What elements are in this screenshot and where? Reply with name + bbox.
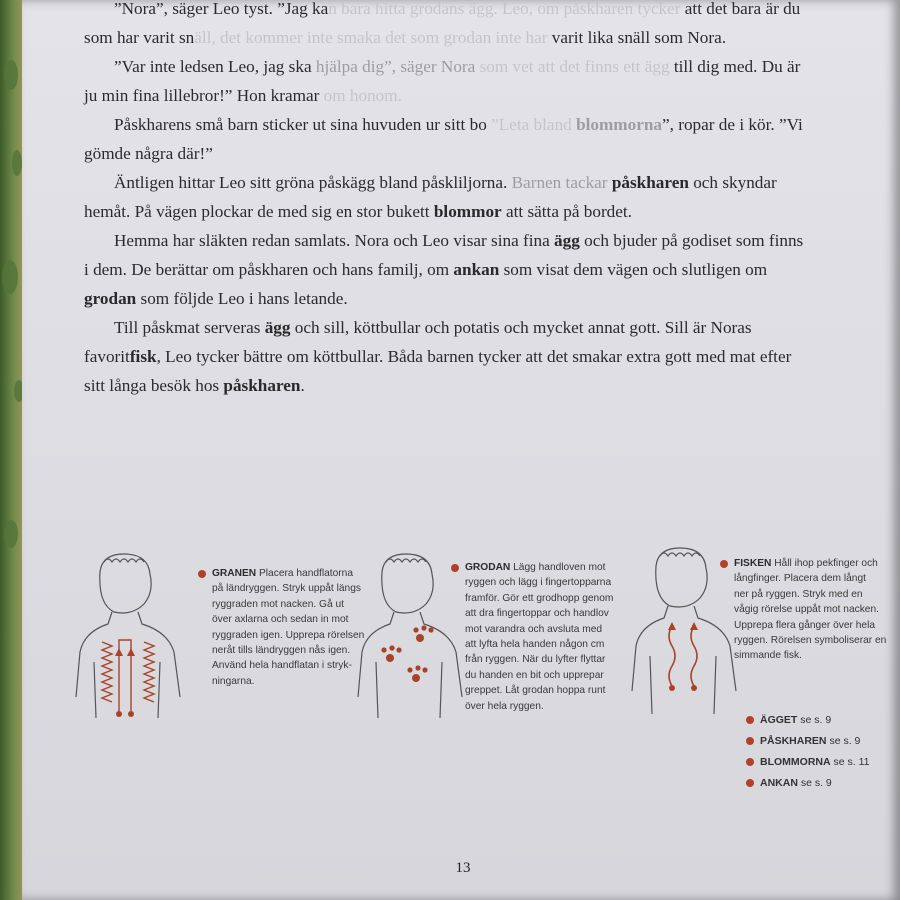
bullet-icon [451,564,459,572]
exercise-line: Upprepa flera gånger över hela [734,619,876,631]
reference-item: BLOMMORNA se s. 11 [760,752,870,773]
exercise-line: över axlarna och sedan in mot [212,614,349,626]
exercise-line: över hela ryggen. [465,700,544,712]
exercise-line: från ryggen. När du lyfter flyttar [465,654,606,666]
exercise-line: simmande fisk. [734,650,802,662]
exercise-line: GRODAN Lägg handloven mot [465,562,606,573]
exercise-line: framför. Gör ett grodhopp genom [465,592,614,604]
exercise-line: FISKEN Håll ihop pekfinger och [734,558,878,569]
story-paragraph: Hemma har släkten redan samlats. Nora och Leo visar sina fina ägg och bjuder på godiset som finns i dem. De berättar om påskharen och hans familj, om ankan som visat dem vägen och slutligen om grodan som följde Leo i hans letande. [84,231,804,308]
exercise-line: ryggraden igen. Upprepa rörelsen [212,629,365,641]
exercise-line: neråt tills ländryggen nås igen. [212,645,351,657]
granen-back-illustration [72,552,192,722]
story-paragraph: ”Nora”, säger Leo tyst. ”Jag kan bara hitta grodans ägg. Leo, om påskharen tycker att det bara är du som har varit snäll, det kommer inte smaka det som grodan inte har varit lika snäll som Nora. [84,0,801,47]
story-paragraph: ”Var inte ledsen Leo, jag ska hjälpa dig”, säger Nora som vet att det finns ett ägg till dig med. Du är ju min fina lillebror!” Hon kramar om honom. [84,57,801,105]
reference-item: ANKAN se s. 9 [760,773,870,794]
bullet-icon [720,560,728,568]
story-paragraph: Äntligen hittar Leo sitt gröna påskägg bland påskliljorna. Barnen tackar påskharen och skyndar hemåt. På vägen plockar de med sig en stor bukett blommor att sätta på bordet. [84,173,777,221]
story-paragraph: Påskharens små barn sticker ut sina huvuden ur sitt bo ”Leta bland blommorna”, ropar de i kör. ”Vi gömde några där!” [84,115,803,163]
exercise-line: GRANEN Placera handflatorna [212,568,354,579]
exercise-line: ryggen och lägg i fingertopparna [465,577,612,589]
book-page [22,0,900,900]
exercise-line: greppet. Låt grodan hoppa runt [465,685,606,697]
reference-item: PÅSKHAREN se s. 9 [760,731,870,752]
page-references [760,710,870,794]
exercise-line: att lyfta hela handen någon cm [465,639,605,651]
page-number: 13 [455,860,471,876]
exercise-line: ryggraden mot nacken. Gå ut [212,598,344,610]
exercise-grodan [465,560,645,714]
exercise-line: ryggen. Rörelsen symboliserar en [734,635,887,647]
bullet-icon [746,716,754,724]
reference-item: ÄGGET se s. 9 [760,710,870,731]
exercise-line: att dra fingertoppar och handlov [465,608,609,620]
exercise-line: vågig rörelse uppåt mot nacken. [734,604,879,616]
exercise-line: ner på ryggen. Stryk med en [734,588,863,600]
exercise-line: långfinger. Placera dem långt [734,573,866,585]
exercise-line: Använd hela handflatan i stryk- [212,660,352,672]
exercise-line: på ländryggen. Stryk uppåt längs [212,583,361,595]
exercise-line: mot varandra och avsluta med [465,623,603,635]
grodan-back-illustration [354,552,474,722]
story-text [84,0,804,400]
bullet-icon [746,737,754,745]
bullet-icon [198,570,206,578]
bullet-icon [746,758,754,766]
story-paragraph: Till påskmat serveras ägg och sill, köttbullar och potatis och mycket annat gott. Sill är Noras favoritfisk, Leo tycker bättre om köttbullar. Båda barnen tycker att det smakar extra gott med mat efter sitt långa besök hos påskharen. [84,318,792,395]
exercise-line: du handen en bit och upprepar [465,669,604,681]
exercise-line: ningarna. [212,675,255,687]
fisken-back-illustration [628,546,748,718]
exercise-fisken [734,556,894,664]
bullet-icon [746,779,754,787]
